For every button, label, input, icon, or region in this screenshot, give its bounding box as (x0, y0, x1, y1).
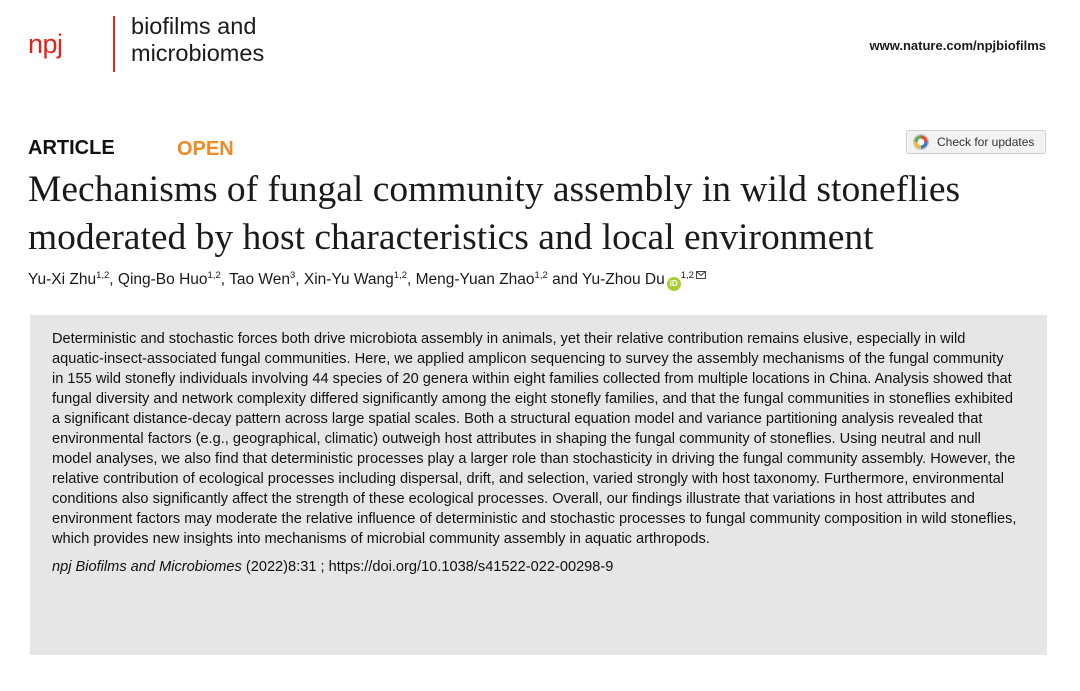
author-name[interactable]: Tao Wen (229, 271, 290, 289)
author-name[interactable]: Xin-Yu Wang (303, 271, 394, 289)
article-type-label: ARTICLE (28, 137, 115, 159)
author-separator: , (295, 271, 304, 289)
envelope-icon[interactable] (696, 271, 706, 279)
author-affiliation[interactable]: 1,2 (393, 270, 407, 281)
check-for-updates-label: Check for updates (937, 135, 1035, 149)
author-name[interactable]: Yu-Xi Zhu (28, 271, 97, 289)
abstract-text: Deterministic and stochastic forces both drive microbiota assembly in animals, yet their relative contribution remains elusive, especially in wild aquatic-insect-associated fungal communities. Here, we applied amplicon sequencing to survey the assembly mechanisms of the fungal community in 155 wild stonefly individuals involving 44 species of 20 genera within eight families collected from multiple locations in China. Analysis showed that fungal diversity and network complexity differed significantly among the eight stonefly families, and that the fungal communities in stoneflies exhibited a significant distance-decay pattern across large spatial scales. Both a structural equation model and variance partitioning analysis revealed that environmental factors (e.g., geographical, climatic) outweigh host attributes in shaping the fungal community of stoneflies. Using neutral and null model analyses, we also find that deterministic processes play a larger role than stochasticity in driving the fungal community assembly. However, the relative contribution of ecological processes including dispersal, drift, and selection, varied strongly with host taxonomy. Furthermore, environmental conditions also significantly affect the strength of these ecological processes. Overall, our findings illustrate that variations in host attributes and environment factors may moderate the relative influence of deterministic and stochastic processes to fungal community composition in wild stoneflies, which provides new insights into mechanisms of microbial community assembly in aquatic arthropods. (52, 331, 1017, 547)
author-affiliation[interactable]: 1,2 (680, 270, 694, 281)
author-name[interactable]: Yu-Zhou Du (581, 271, 665, 289)
author-separator: , (109, 271, 118, 289)
author-separator: , (220, 271, 230, 289)
article-title: Mechanisms of fungal community assembly in wild stoneflies moderated by host characteristics and local environment (28, 169, 961, 258)
citation-line (52, 557, 1017, 577)
author-affiliation[interactable]: 3 (289, 270, 296, 281)
journal-name-line1: biofilms and (131, 13, 257, 39)
citation-details: (2022)8:31 ; https://doi.org/10.1038/s41522-022-00298-9 (241, 559, 614, 575)
journal-name-line2: microbiomes (131, 40, 265, 66)
logo-divider (113, 16, 115, 72)
author-name[interactable]: Qing-Bo Huo (117, 271, 208, 289)
journal-name (131, 13, 264, 67)
author-separator: and (547, 271, 582, 289)
author-affiliation[interactable]: 1,2 (534, 270, 548, 281)
author-affiliation[interactable]: 1,2 (207, 270, 221, 281)
author-affiliation[interactable]: 1,2 (96, 270, 110, 281)
npj-logo-mark: npj (28, 29, 63, 59)
citation-journal: npj Biofilms and Microbiomes (52, 559, 242, 575)
author-name[interactable]: Meng-Yuan Zhao (415, 271, 535, 289)
orcid-icon[interactable]: iD (667, 277, 681, 291)
check-for-updates-button[interactable] (906, 130, 1046, 154)
author-list (28, 270, 706, 291)
crossmark-icon (913, 134, 929, 150)
journal-site-link[interactable]: www.nature.com/npjbiofilms (869, 38, 1046, 53)
open-access-badge: OPEN (177, 138, 234, 160)
author-separator: , (407, 271, 416, 289)
abstract-box (30, 315, 1047, 655)
